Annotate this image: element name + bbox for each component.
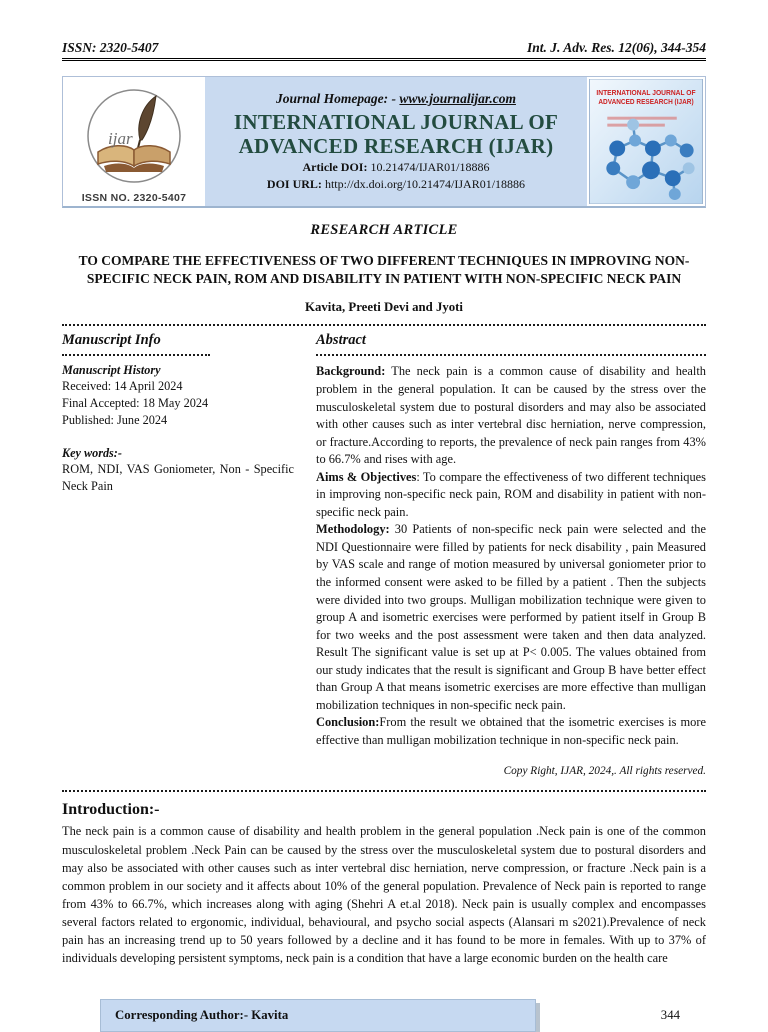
abstract-paragraph: Methodology: 30 Patients of non-specific neck pain were selected and the NDI Questionnaire were filled by patients for neck disability , pain Measured by VAS scale and range of motion measured by universal goniometer prior to the informed consent were asked to be filled by a patient . Then the subjects were divided into two groups. Mulligan mobilization technique were given to group A and isometric exercises were performed by patient itself in Group B for two weeks and the post assessment were taken and then data analyzed. Result The significant value is set up at P< 0.005. The values obtained from our study indicates that the result is significant and Group B have better effect than Group A that means isometric exercises are more effective than mulligan mobilization techniques in non-specific neck pain.: [316, 522, 706, 712]
manuscript-history-heading: Manuscript History: [62, 363, 161, 378]
abstract-paragraph-lead: Aims & Objectives: [316, 469, 417, 484]
abstract-paragraph-lead: Background:: [316, 364, 386, 379]
dotted-divider: [62, 790, 706, 792]
manuscript-info-heading: Manuscript Info: [62, 332, 161, 349]
journal-banner: [62, 76, 706, 208]
article-type-label: RESEARCH ARTICLE: [310, 222, 458, 238]
keywords-heading: Key words:-: [62, 446, 122, 461]
dotted-divider-short: [62, 354, 210, 356]
homepage-label: Journal Homepage: -: [276, 90, 400, 106]
introduction-heading: Introduction:-: [62, 801, 160, 819]
abstract-paragraphs: [316, 363, 706, 749]
homepage-line: [276, 91, 516, 107]
abstract-paragraph: Conclusion:From the result we obtained that the isometric exercises is more effective than mulligan mobilization technique in non-specific neck pain.: [316, 715, 706, 747]
logo-issn-caption: ISSN NO. 2320-5407: [81, 192, 187, 204]
journal-title: [234, 111, 558, 158]
abstract-paragraph-lead: Methodology:: [316, 522, 390, 537]
article-doi-value: 10.21474/IJAR01/18886: [367, 160, 490, 175]
abstract-paragraph: Background: The neck pain is a common cause of disability and health problem in the general population. It can be caused by the stress over the musculoskeletal system due to postural disorders and may also be associated with other causes such as inter vertebral disc herniation, nerve compression, or fracture.According to reports, the prevalence of neck pain ranges from 43% to 66.7% and rises with age.: [316, 364, 706, 467]
dotted-divider-abstract: [316, 354, 706, 356]
logo-ijar-text: ijar: [108, 129, 133, 148]
journal-reference: Int. J. Adv. Res. 12(06), 344-354: [527, 40, 706, 55]
published-date: Published: June 2024: [62, 413, 168, 428]
article-authors: Kavita, Preeti Devi and Jyoti: [305, 300, 463, 315]
doi-url-value[interactable]: http://dx.doi.org/10.21474/IJAR01/18886: [321, 177, 526, 192]
info-abstract-columns: [62, 332, 706, 777]
article-doi-line: [303, 160, 490, 175]
article-title: TO COMPARE THE EFFECTIVENESS OF TWO DIFFERENT TECHNIQUES IN IMPROVING NON-SPECIFIC NECK PAIN, ROM AND DISABILITY IN PATIENT WITH NON-SPECIFIC NECK PAIN: [78, 253, 690, 287]
doi-url-line: [267, 177, 525, 192]
manuscript-info-column: [62, 332, 294, 777]
journal-title-line2: ADVANCED RESEARCH (IJAR): [238, 133, 554, 158]
article-doi-label: Article DOI:: [302, 160, 368, 175]
ijar-quill-book-logo-icon: [74, 86, 194, 192]
running-header: [62, 40, 706, 61]
cover-title-line1: INTERNATIONAL JOURNAL OF: [596, 89, 696, 97]
accepted-date: Final Accepted: 18 May 2024: [62, 396, 209, 411]
corresponding-author-box: Corresponding Author:- Kavita: [100, 999, 536, 1032]
copyright-notice: Copy Right, IJAR, 2024,. All rights reserved.: [503, 765, 706, 778]
doi-url-label: DOI URL:: [266, 177, 322, 192]
homepage-link[interactable]: www.journalijar.com: [399, 90, 516, 106]
banner-center: [205, 77, 587, 206]
journal-title-line1: INTERNATIONAL JOURNAL OF: [233, 109, 559, 134]
abstract-heading: Abstract: [316, 332, 366, 349]
journal-logo-box: [63, 77, 205, 206]
abstract-paragraph-lead: Conclusion:: [316, 715, 380, 730]
molecule-cover-image: [589, 79, 703, 204]
cover-title-line2: ADVANCED RESEARCH (IJAR): [598, 98, 694, 106]
received-date: Received: 14 April 2024: [62, 379, 183, 394]
introduction-text: The neck pain is a common cause of disability and health problem in the general population .Neck pain is one of the common musculoskeletal problem .Neck Pain can be caused by the stress over the musculoskeletal system due to postural disorders and may also be associated with other causes such as inter vertebral disc herniation, nerve compression, or fracture .Neck pain is a common problem in our society and it affects about 10% of the general population. Prevalence of Neck pain is reported to range from 43% to 66.7%, which increases along with aging (Shehri A et.al 2018). Neck pain is usually complex and encompasses several factors related to ergonomic, individual, behavioural, and psycho social aspects (Alansari m s2021).Prevalence of neck pain has an increasing trend up to 50 years followed by a decline and it has found to be more in females. With up to 37% of individuals developing persistent symptoms, neck pain is a condition that have a large economic burden on the health care: [62, 824, 706, 966]
journal-cover-thumbnail: [587, 77, 705, 206]
abstract-paragraph: Aims & Objectives: To compare the effectiveness of two different techniques in improving non-specific neck pain, ROM and disability in patient with non-specific neck pain.: [316, 469, 706, 519]
dotted-divider: [62, 324, 706, 326]
issn-label: ISSN: 2320-5407: [62, 40, 159, 55]
keywords-text: ROM, NDI, VAS Goniometer, Non - Specific Neck Pain: [62, 462, 294, 494]
abstract-column: [316, 332, 706, 777]
page-number: 344: [660, 1008, 680, 1023]
column-gap: [294, 332, 316, 777]
page-footer: [62, 999, 706, 1032]
